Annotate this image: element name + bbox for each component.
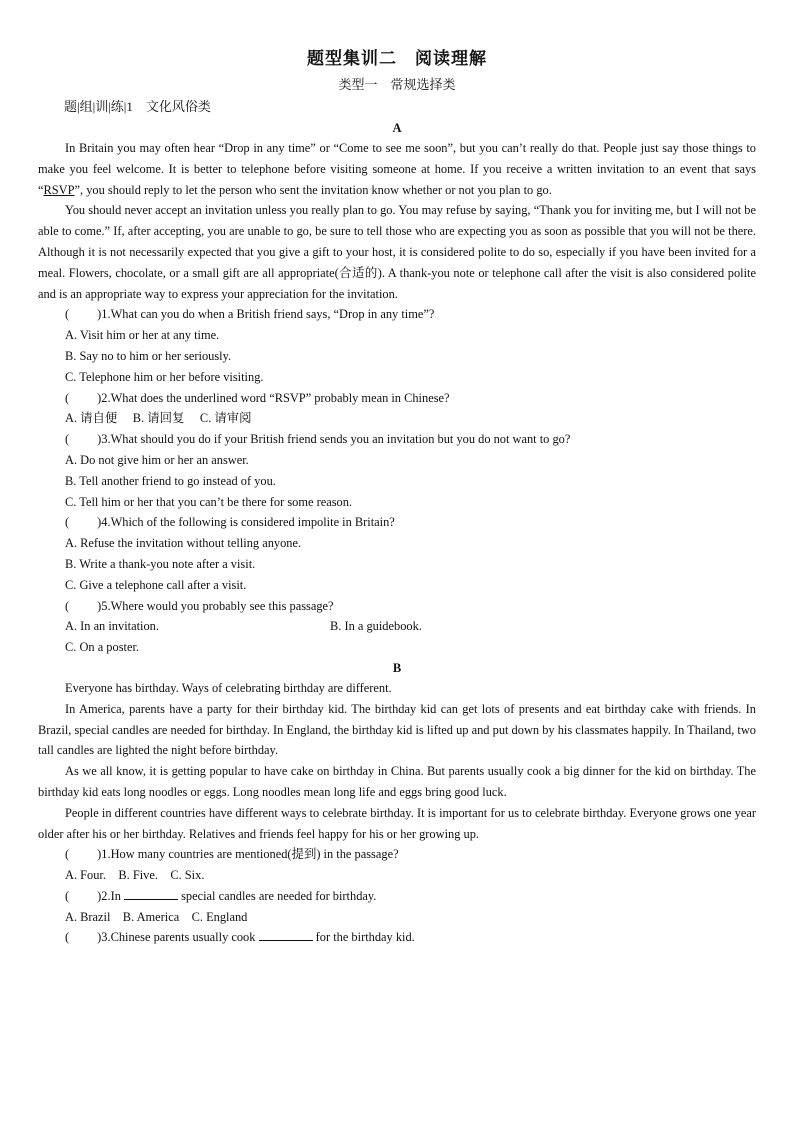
passage-b-label: B <box>392 660 402 675</box>
question-b3[interactable]: ( )3.Chinese parents usually cook for the birthday kid. <box>65 930 415 945</box>
question-a4[interactable]: ( )4.Which of the following is considered impolite in Britain? <box>65 515 395 530</box>
option-a1-a[interactable]: A. Visit him or her at any time. <box>65 328 220 343</box>
section-subtitle: 类型一 常规选择类 <box>338 77 456 92</box>
option-a4-a[interactable]: A. Refuse the invitation without telling anyone. <box>65 536 302 551</box>
question-a1[interactable]: ( )1.What can you do when a British friend says, “Drop in any time”? <box>65 307 435 322</box>
passage-a-label: A <box>392 121 402 135</box>
option-a5-b[interactable]: B. In a guidebook. <box>330 619 422 634</box>
question-a3[interactable]: ( )3.What should you do if your British friend sends you an invitation but you do not want to go? <box>65 432 571 447</box>
option-a2-all[interactable]: A. 请自便 B. 请回复 C. 请审阅 <box>65 411 252 426</box>
option-a5-a[interactable]: A. In an invitation. <box>65 619 159 634</box>
passage-b-paragraph-1: Everyone has birthday. Ways of celebrating birthday are different. <box>65 680 392 695</box>
option-a1-c[interactable]: C. Telephone him or her before visiting. <box>65 369 264 384</box>
option-a3-b[interactable]: B. Tell another friend to go instead of you. <box>65 473 276 488</box>
fill-blank-line[interactable] <box>124 888 178 900</box>
option-a3-a[interactable]: A. Do not give him or her an answer. <box>65 452 249 467</box>
question-a2[interactable]: ( )2.What does the underlined word “RSVP” probably mean in Chinese? <box>65 390 450 405</box>
option-a5-c[interactable]: C. On a poster. <box>65 640 139 655</box>
passage-a-paragraph-1: In Britain you may often hear “Drop in any time” or “Come to see me soon”, but you can’t really do that. People just say those things to make you feel welcome. It is better to telephone before visiting someone at home. If you receive a written invitation to an event that says “RSVP”, you should reply to let the person who sent the invitation know whether or not you plan to go. <box>38 141 756 197</box>
fill-blank-line[interactable] <box>259 929 313 941</box>
option-a4-b[interactable]: B. Write a thank-you note after a visit. <box>65 556 256 571</box>
passage-b-paragraph-3: As we all know, it is getting popular to have cake on birthday in China. But parents usually cook a big dinner for the kid on birthday. The birthday kid eats long noodles or eggs. Long noodles mean long life and eggs bring good luck. <box>38 764 756 799</box>
option-a1-b[interactable]: B. Say no to him or her seriously. <box>65 348 232 363</box>
question-a5[interactable]: ( )5.Where would you probably see this passage? <box>65 598 334 613</box>
passage-b-paragraph-4: People in different countries have different ways to celebrate birthday. It is important for us to celebrate birthday. Everyone grows one year older after his or her birthday. Relatives and friends feel happy for his or her growing up. <box>38 805 756 841</box>
question-b1[interactable]: ( )1.How many countries are mentioned(提到) in the passage? <box>65 847 399 862</box>
question-b2[interactable]: ( )2.In special candles are needed for birthday. <box>65 888 377 903</box>
underlined-word-rsvp: RSVP <box>43 182 75 197</box>
option-b1-all[interactable]: A. Four. B. Five. C. Six. <box>65 868 205 883</box>
option-row-a5-ab <box>38 616 756 637</box>
option-a3-c[interactable]: C. Tell him or her that you can’t be there for some reason. <box>65 494 353 509</box>
group-label: 题|组|训|练|1 文化风俗类 <box>64 99 211 114</box>
page-title: 题型集训二 阅读理解 <box>307 49 487 69</box>
passage-a-paragraph-2: You should never accept an invitation unless you really plan to go. You may refuse by saying, “Thank you for inviting me, but I will not be able to come.” If, after accepting, you are unable to go, be sure to tell those who are expecting you as soon as possible that you will not be there. Although it is not necessarily expected that you give a gift to your host, it is considered polite to do so, especially if you have been invited for a meal. Flowers, chocolate, or a small gift are all appropriate(合适的). A thank-you note or telephone call after the visit is also considered polite and is an appropriate way to express your appreciation for the invitation. <box>38 203 756 301</box>
worksheet-page <box>38 44 756 948</box>
passage-b-paragraph-2: In America, parents have a party for their birthday kid. The birthday kid can get lots of presents and eat birthday cake with friends. In Brazil, special candles are needed for birthday. In England, the birthday kid is lifted up and put down by his classmates happily. In Thailand, two tall candles are lighted the night before birthday. <box>38 701 756 758</box>
option-b2-all[interactable]: A. Brazil B. America C. England <box>65 909 248 924</box>
option-a4-c[interactable]: C. Give a telephone call after a visit. <box>65 577 247 592</box>
